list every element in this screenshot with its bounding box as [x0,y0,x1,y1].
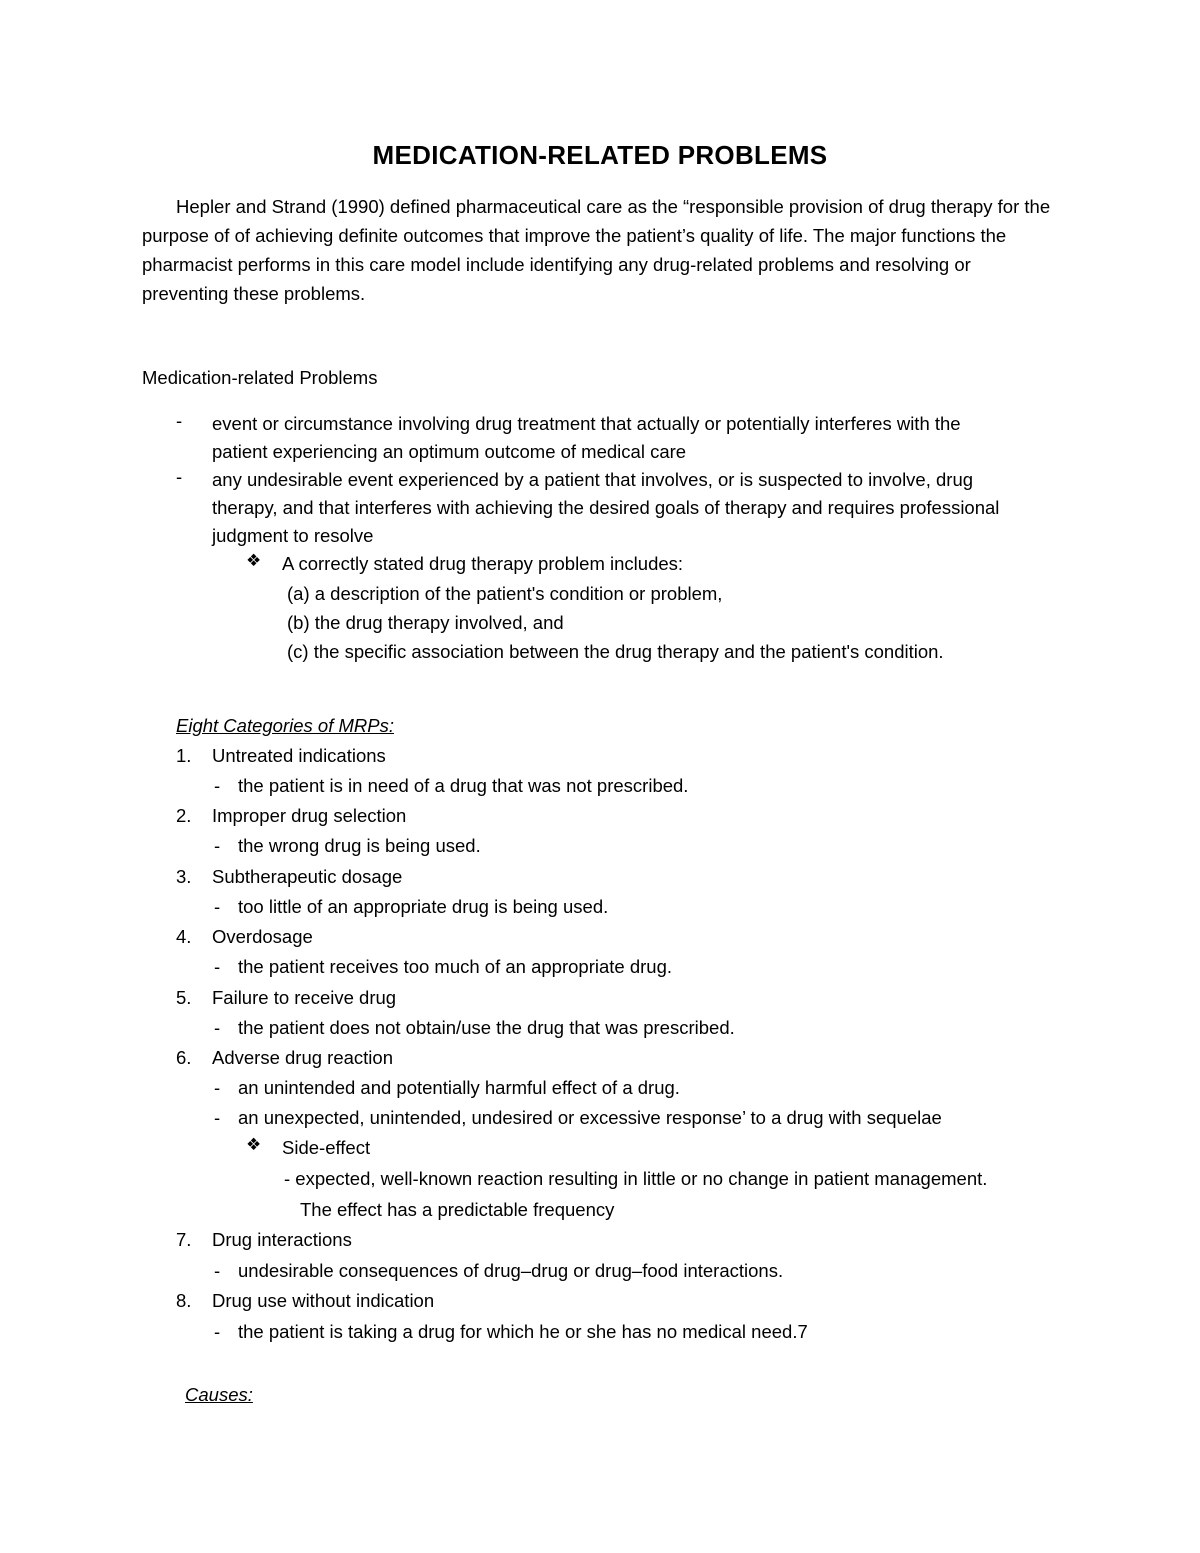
bullet-dash: - [214,956,221,977]
bullet-dash: - [214,775,221,796]
dtp-item-c: (c) the specific association between the drug therapy and the patient's condition. [287,641,944,662]
category-name: Drug use without indication [212,1290,435,1311]
definition-2-line-2: therapy, and that interferes with achieving the desired goals of therapy and requires professional [212,497,1000,518]
category-number: 5. [176,987,192,1008]
category-name: Failure to receive drug [212,987,397,1008]
dtp-heading: A correctly stated drug therapy problem includes: [282,553,684,574]
category-note: undesirable consequences of drug–drug or drug–food interactions. [238,1260,784,1281]
page-title: MEDICATION-RELATED PROBLEMS [372,140,828,170]
category-number: 3. [176,866,192,887]
category-note: an unintended and potentially harmful effect of a drug. [238,1077,680,1098]
diamond-bullet-icon: ❖ [246,1135,262,1154]
category-note: the patient is in need of a drug that was not prescribed. [238,775,689,796]
mrp-heading: Medication-related Problems [142,367,378,388]
definition-1-line-1: event or circumstance involving drug treatment that actually or potentially interferes with the [212,413,961,434]
bullet-dash: - [214,1077,221,1098]
category-name: Adverse drug reaction [212,1047,393,1068]
causes-heading: Causes: [185,1384,253,1405]
bullet-dash: - [214,1017,221,1038]
bullet-dash: - [214,1107,221,1128]
bullet-dash: - [214,1321,221,1342]
category-note: the wrong drug is being used. [238,835,481,856]
definition-1-line-2: patient experiencing an optimum outcome of medical care [212,441,687,462]
category-note: too little of an appropriate drug is being used. [238,896,609,917]
category-note: the patient does not obtain/use the drug that was prescribed. [238,1017,735,1038]
dtp-item-a: (a) a description of the patient's condition or problem, [287,583,723,604]
side-effect-line-1: - expected, well-known reaction resulting in little or no change in patient management. [284,1168,988,1189]
intro-text: Hepler and Strand (1990) defined pharmaceutical care as the “responsible provision of drug therapy for the purpose of of achieving definite outcomes that improve the patient’s quality of life. The major functions the pharmacist performs in this care model include identifying any drug-related problems and resolving or preventing these problems. [142,196,1051,304]
bullet-dash: - [176,410,183,431]
category-name: Improper drug selection [212,805,407,826]
bullet-dash: - [214,1260,221,1281]
category-note: an unexpected, unintended, undesired or excessive response’ to a drug with sequelae [238,1107,942,1128]
categories-heading: Eight Categories of MRPs: [176,715,394,736]
category-number: 2. [176,805,192,826]
intro-paragraph [142,192,1062,308]
bullet-dash: - [214,835,221,856]
bullet-dash: - [214,896,221,917]
category-name: Untreated indications [212,745,386,766]
category-note: the patient is taking a drug for which he or she has no medical need.7 [238,1321,808,1342]
side-effect-line-2: The effect has a predictable frequency [300,1199,615,1220]
category-name: Drug interactions [212,1229,352,1250]
diamond-bullet-icon: ❖ [246,551,262,570]
definition-2-line-3: judgment to resolve [212,525,374,546]
category-number: 7. [176,1229,192,1250]
category-note: the patient receives too much of an appropriate drug. [238,956,672,977]
category-number: 4. [176,926,192,947]
category-number: 6. [176,1047,192,1068]
side-effect-heading: Side-effect [282,1137,371,1158]
dtp-item-b: (b) the drug therapy involved, and [287,612,564,633]
category-name: Subtherapeutic dosage [212,866,403,887]
bullet-dash: - [176,466,183,487]
category-number: 8. [176,1290,192,1311]
category-name: Overdosage [212,926,313,947]
category-number: 1. [176,745,192,766]
definition-2-line-1: any undesirable event experienced by a patient that involves, or is suspected to involve, drug [212,469,974,490]
